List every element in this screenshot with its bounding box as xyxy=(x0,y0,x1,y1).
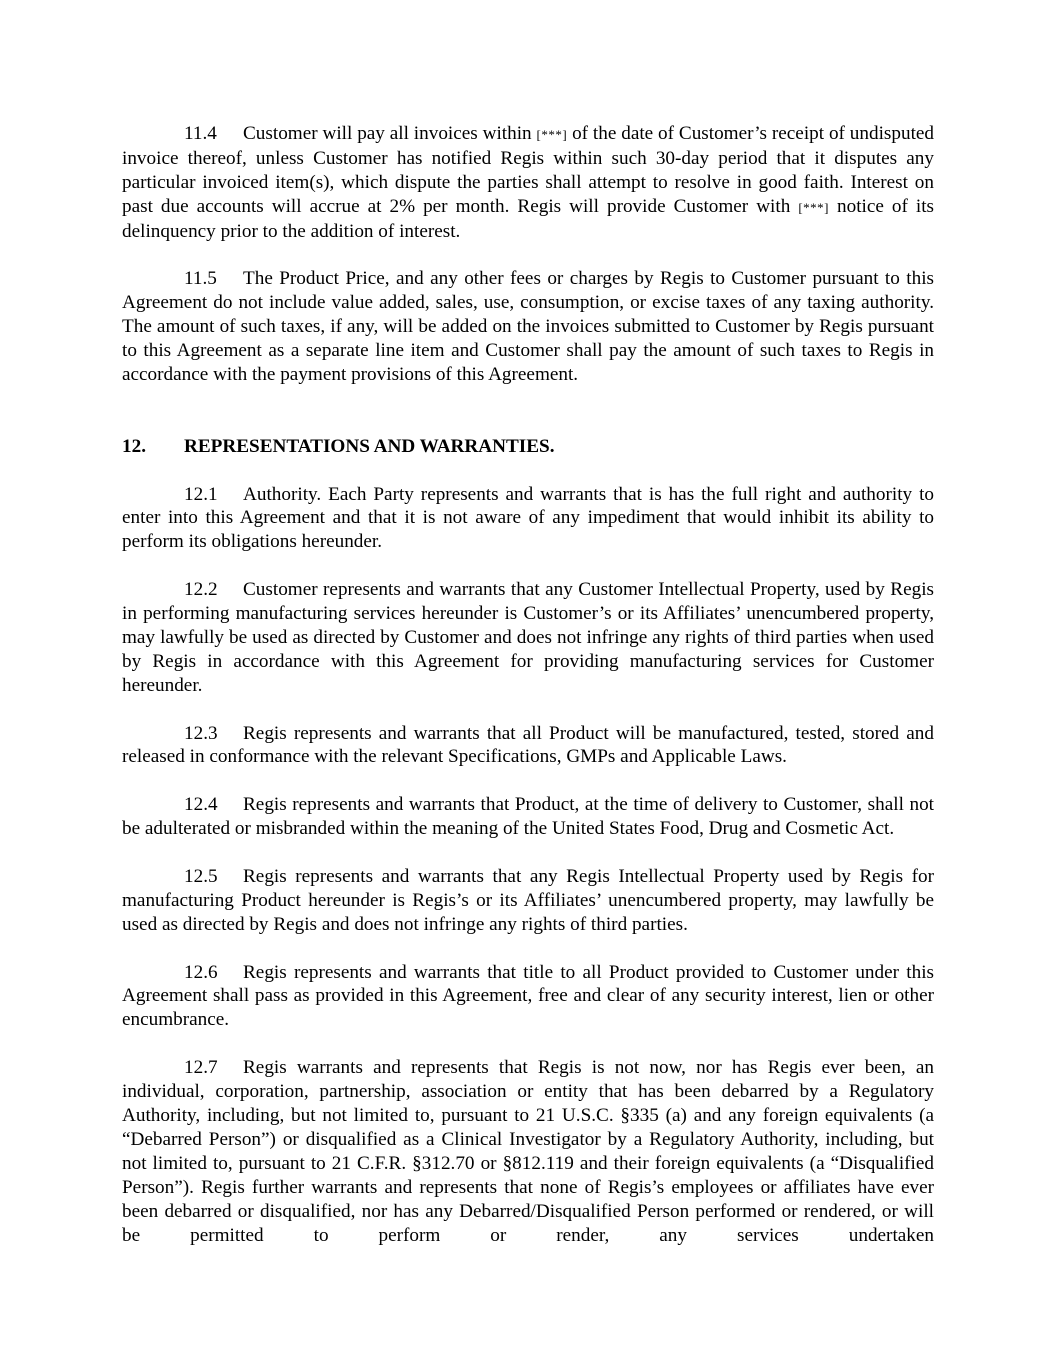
clause-text: notice of its delinquency prior to the addition of interest. xyxy=(122,195,934,242)
section-number: 12. xyxy=(122,435,146,457)
paragraph-12-6 xyxy=(122,961,934,1033)
paragraph-12-3 xyxy=(122,722,934,770)
clause-number: 12.5 xyxy=(184,865,218,887)
clause-text: Regis represents and warrants that Product, at the time of delivery to Customer, shall not be adulterated or misbranded within the meaning of the United States Food, Drug and Cosmetic Act. xyxy=(122,794,934,840)
clause-text: Customer will pay all invoices within xyxy=(243,123,537,144)
clause-text: Regis represents and warrants that all Product will be manufactured, tested, stored and released in conformance with the relevant Specifications, GMPs and Applicable Laws. xyxy=(122,722,934,768)
paragraph-12-7 xyxy=(122,1056,934,1247)
redaction-marker: [***] xyxy=(798,199,829,215)
clause-text: The Product Price, and any other fees or charges by Regis to Customer pursuant to this Agreement do not include value added, sales, use, consumption, or excise taxes of any taxing authority. The amount of such taxes, if any, will be added on the invoices submitted to Customer by Regis pursuant to this Agreement as a separate line item and Customer shall pay the amount of such taxes to Regis in accordance with the payment provisions of this Agreement. xyxy=(122,268,934,386)
clause-text: Regis represents and warrants that title to all Product provided to Customer under this Agreement shall pass as provided in this Agreement, free and clear of any security interest, lien or other encumbrance. xyxy=(122,961,934,1031)
section-heading-12 xyxy=(122,411,934,459)
paragraph-12-4 xyxy=(122,793,934,841)
section-title: REPRESENTATIONS AND WARRANTIES. xyxy=(184,435,555,457)
clause-number: 12.2 xyxy=(184,579,218,601)
paragraph-12-5 xyxy=(122,865,934,937)
clause-number: 12.4 xyxy=(184,794,218,816)
clause-text: Regis represents and warrants that any Regis Intellectual Property used by Regis for manufacturing Product hereunder is Regis’s or its Affiliates’ unencumbered property, may lawfully be used as directed by Regis and does not infringe any rights of third parties. xyxy=(122,865,934,935)
paragraph-11-4 xyxy=(122,122,934,244)
paragraph-12-2 xyxy=(122,578,934,698)
clause-text: Regis warrants and represents that Regis is not now, nor has Regis ever been, an individual, corporation, partnership, association or entity that has been debarred by a Regulatory Authority, including, but not limited to, pursuant to 21 U.S.C. §335 (a) and any foreign equivalents (a “Debarred Person”) or disqualified as a Clinical Investigator by a Regulatory Authority, including, but not limited to, pursuant to 21 C.F.R. §312.70 or §812.119 and their foreign equivalents (a “Disqualified Person”). Regis further warrants and represents that none of Regis’s employees or affiliates have ever been debarred or disqualified, nor has any Debarred/Disqualified Person performed or rendered, or will be permitted to perform or render, any services undertaken xyxy=(122,1057,934,1246)
clause-number: 12.1 xyxy=(184,483,218,505)
clause-number: 11.5 xyxy=(184,268,217,290)
document-page xyxy=(122,122,934,1271)
clause-text: Authority. Each Party represents and warrants that is has the full right and authority to enter into this Agreement and that it is not aware of any impediment that would inhibit its ability to perform its obligations hereunder. xyxy=(122,483,934,553)
paragraph-12-1 xyxy=(122,483,934,555)
redaction-marker: [***] xyxy=(536,127,568,142)
paragraph-11-5 xyxy=(122,267,934,387)
clause-text: of the date of Customer’s receipt of undisputed invoice thereof, unless Customer has notified Regis within such 30-day period that it disputes any particular invoiced item(s), which dispute the parties shall attempt to resolve in good faith. Interest on past due accounts will accrue at 2% per month. Regis will provide Customer with xyxy=(122,123,935,217)
clause-number: 12.3 xyxy=(184,722,218,744)
clause-number: 12.7 xyxy=(184,1057,218,1079)
clause-number: 11.4 xyxy=(184,123,217,144)
clause-text: Customer represents and warrants that any Customer Intellectual Property, used by Regis in performing manufacturing services hereunder is Customer’s or its Affiliates’ unencumbered property, may lawfully be used as directed by Customer and does not infringe any rights of third parties when used by Regis in accordance with this Agreement for providing manufacturing services for Customer hereunder. xyxy=(122,579,934,696)
clause-number: 12.6 xyxy=(184,961,218,983)
